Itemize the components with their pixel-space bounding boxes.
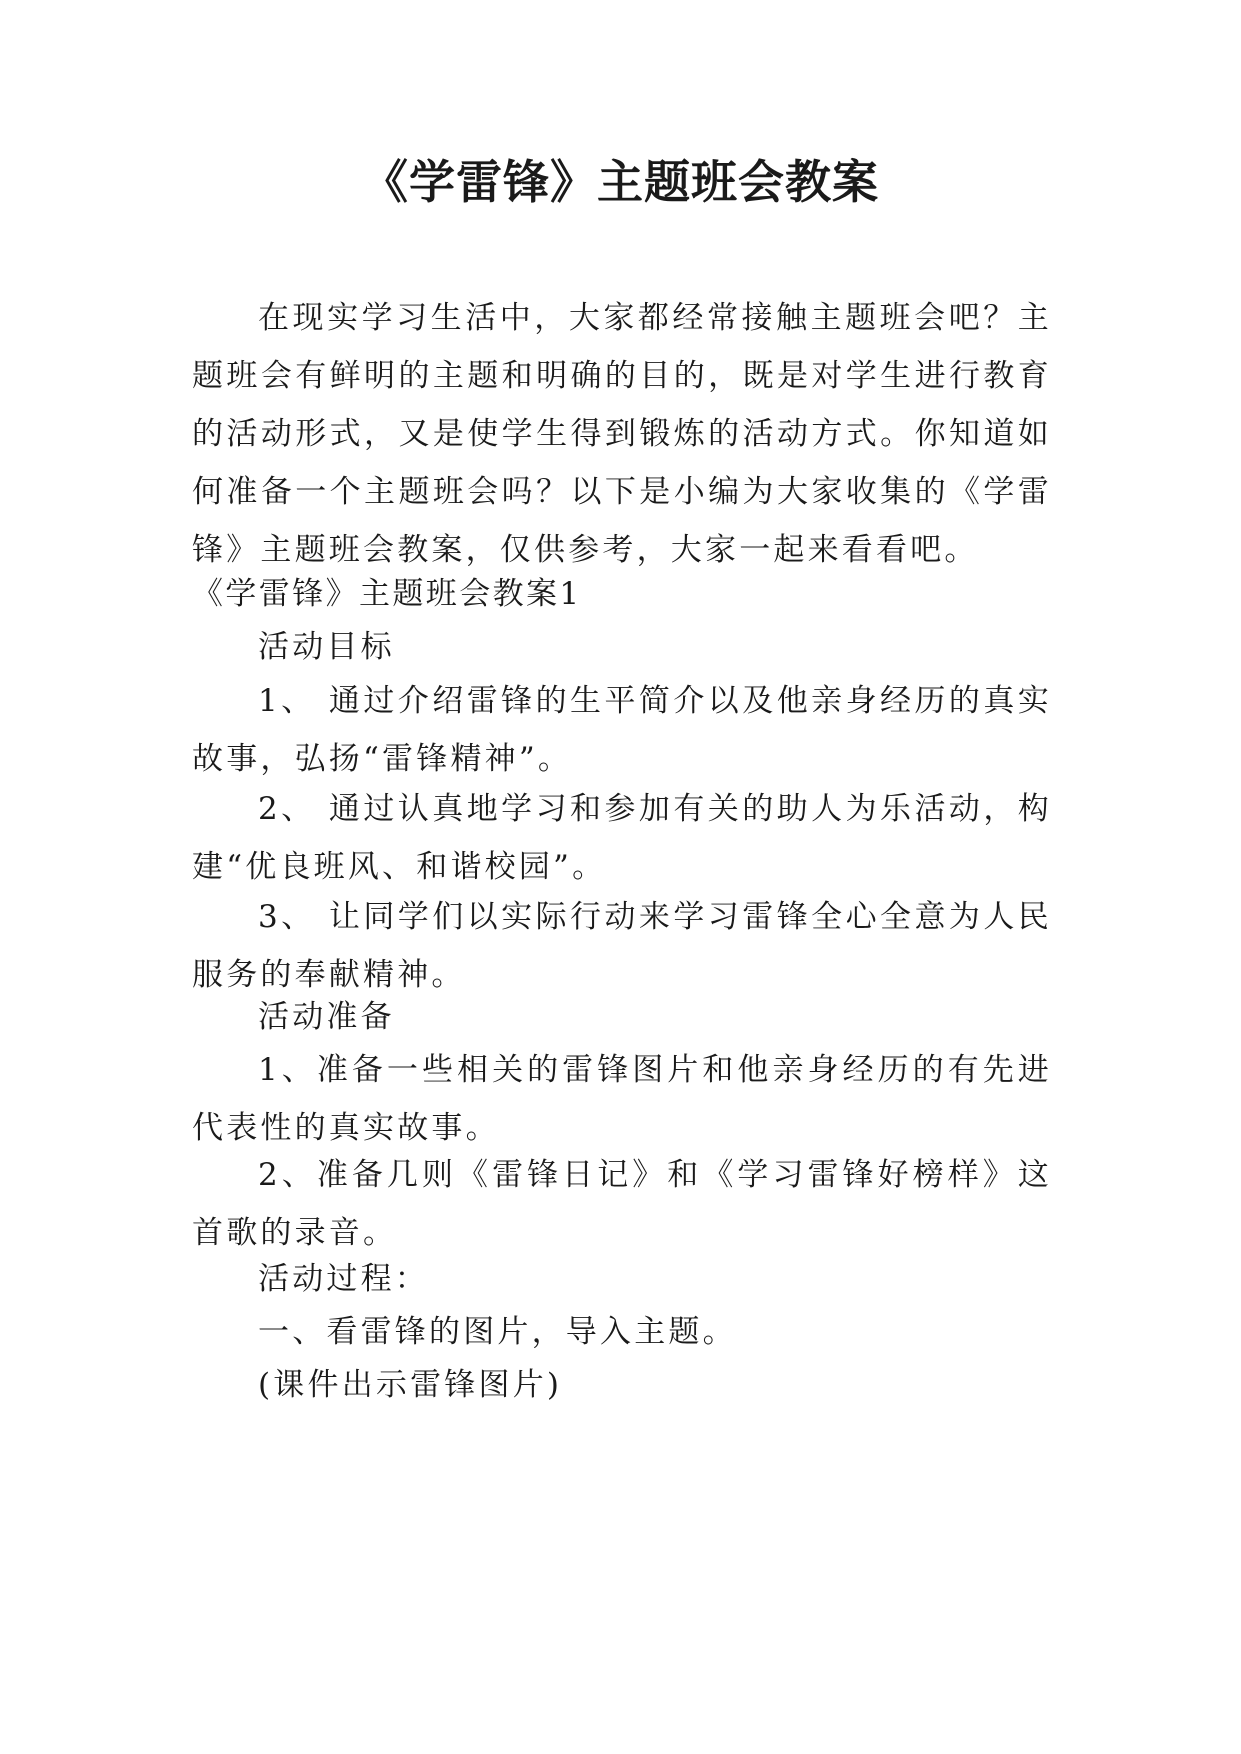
- document-title: 《学雷锋》主题班会教案: [362, 155, 879, 209]
- prep-item-2: 2、准备几则《雷锋日记》和《学习雷锋好榜样》这首歌的录音。: [192, 1157, 1052, 1251]
- goal-item-1: 1、 通过介绍雷锋的生平简介以及他亲身经历的真实故事，弘扬“雷锋精神”。: [192, 683, 1052, 777]
- process-item-1: 一、看雷锋的图片，导入主题。: [258, 1314, 737, 1350]
- process-heading: 活动过程：: [258, 1261, 429, 1297]
- process-item-1-note: (课件出示雷锋图片): [258, 1367, 563, 1403]
- section-heading: 《学雷锋》主题班会教案1: [192, 576, 582, 612]
- intro-paragraph: 在现实学习生活中，大家都经常接触主题班会吧？主题班会有鲜明的主题和明确的目的，既是对学生进行教育的活动形式，又是使学生得到锻炼的活动方式。你知道如何准备一个主题班会吗？以下是小编为大家收集的《学雷锋》主题班会教案，仅供参考，大家一起来看看吧。: [192, 300, 1052, 568]
- prep-heading: 活动准备: [258, 999, 395, 1035]
- goals-heading: 活动目标: [258, 629, 395, 665]
- goal-item-3: 3、 让同学们以实际行动来学习雷锋全心全意为人民服务的奉献精神。: [192, 899, 1052, 993]
- goal-item-2: 2、 通过认真地学习和参加有关的助人为乐活动，构建“优良班风、和谐校园”。: [192, 791, 1052, 885]
- prep-item-1: 1、准备一些相关的雷锋图片和他亲身经历的有先进代表性的真实故事。: [192, 1052, 1052, 1146]
